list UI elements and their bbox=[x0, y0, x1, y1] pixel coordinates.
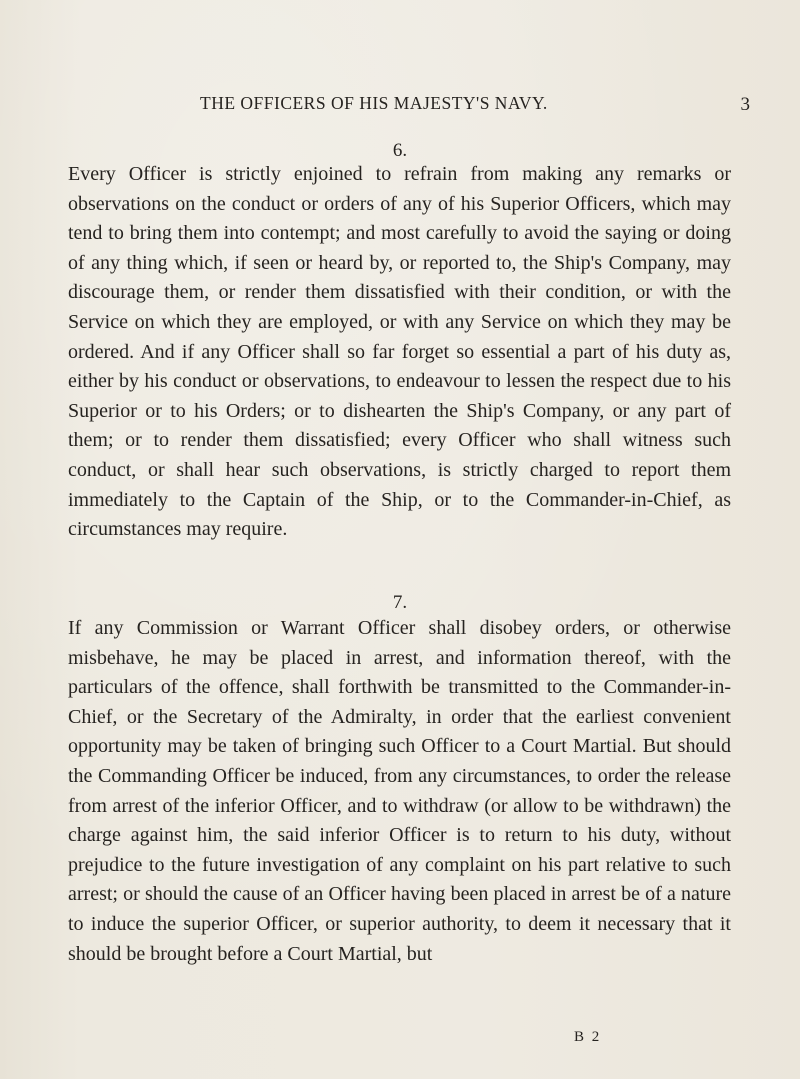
section-number-6: 6. bbox=[392, 140, 408, 161]
section-6-paragraph bbox=[68, 160, 731, 545]
section-7-paragraph bbox=[68, 614, 731, 969]
section-number-7: 7. bbox=[392, 592, 408, 613]
signature-mark: B 2 bbox=[574, 1029, 602, 1045]
page-number: 3 bbox=[740, 94, 750, 115]
section-6-text: Every Officer is strictly enjoined to refrain from making any remarks or observations on the conduct or orders of any of his Superior Officers, which may tend to bring them into contempt; and most carefully to avoid the saying or doing of any thing which, if seen or heard by, or reported to, the Ship's Company, may discourage them, or render them dissatisfied with their condition, or with the Service on which they are employed, or with any Service on which they may be ordered. And if any Officer shall so far forget so essential a part of his duty as, either by his conduct or observations, to endeavour to lessen the respect due to his Superior or to his Orders; or to dishearten the Ship's Company, or any part of them; or to render them dissatisfied; every Officer who shall witness such conduct, or shall hear such observations, is strictly charged to report them immediately to the Captain of the Ship, or to the Commander-in-Chief, as circumstances may require. bbox=[68, 163, 731, 541]
section-7-text: If any Commission or Warrant Officer shall disobey orders, or otherwise misbehave, he may be placed in arrest, and information thereof, with the particulars of the offence, shall forthwith be transmitted to the Commander-in-Chief, or the Secretary of the Admiralty, in order that the earliest convenient opportunity may be taken of bringing such Officer to a Court Martial. But should the Commanding Officer be induced, from any circumstances, to order the release from arrest of the inferior Officer, and to withdraw (or allow to be withdrawn) the charge against him, the said inferior Officer is to return to his duty, without prejudice to the future investigation of any complaint on his part relative to such arrest; or should the cause of an Officer having been placed in arrest be of a nature to induce the superior Officer, or superior authority, to deem it necessary that it should be brought before a Court Martial, but bbox=[68, 617, 731, 965]
running-header: THE OFFICERS OF HIS MAJESTY'S NAVY. bbox=[200, 93, 548, 113]
